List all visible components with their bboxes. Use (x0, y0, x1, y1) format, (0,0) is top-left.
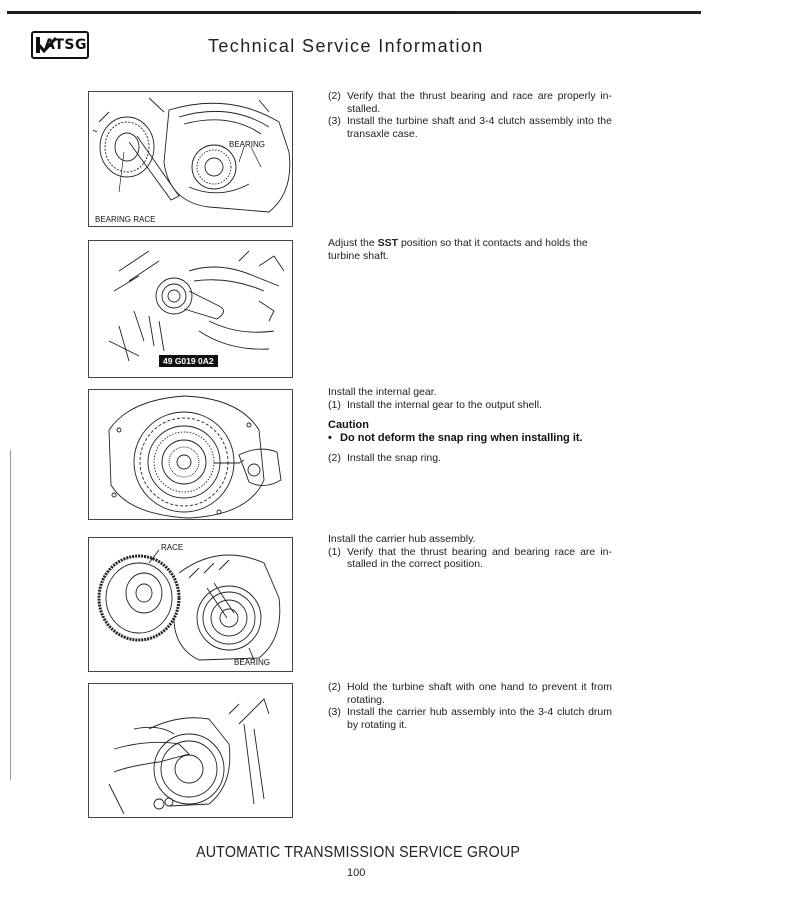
step-number: (3) (328, 706, 341, 718)
sst-text-post: position so that it contacts and holds the turbine shaft. (328, 237, 588, 262)
figure-internal-gear (88, 389, 293, 520)
step-number: (1) (328, 398, 341, 411)
sst-term: SST (377, 237, 399, 249)
step-install-carrier-hub (328, 706, 612, 731)
bearing-label: BEARING (234, 658, 271, 667)
caution-heading: Caution (328, 419, 369, 431)
figure-bearing-race (88, 91, 293, 227)
bearing-label: BEARING (229, 140, 266, 149)
instruction-block-carrier-hub-install (328, 681, 612, 731)
header-rule (7, 11, 462, 14)
figure-carrier-hub-install (88, 683, 293, 818)
section-intro: Install the carrier hub assembly. (328, 533, 476, 545)
instruction-block-turbine-shaft (328, 90, 612, 140)
step-text: Install the snap ring. (347, 452, 441, 464)
step-hold-turbine-shaft (328, 681, 612, 706)
atsg-logo (31, 31, 89, 59)
figure-carrier-hub (88, 537, 293, 672)
section-intro: Install the internal gear. (328, 386, 437, 398)
header-rule-extension (455, 11, 701, 14)
internal-gear-illustration (89, 390, 293, 520)
step-number: (2) (328, 452, 341, 464)
caution-text: Do not deform the snap ring when installing it. (340, 431, 583, 444)
step-text: Verify that the thrust bearing and race are properly in-stalled. (347, 90, 612, 115)
step-verify-bearing-race (328, 546, 612, 571)
checkmark-icon (36, 37, 40, 53)
instruction-block-internal-gear (328, 386, 612, 465)
sst-tool-number: 49 G019 0A2 (159, 355, 218, 367)
step-number: (3) (328, 115, 341, 127)
logo-text: ATSG (44, 37, 87, 53)
page-number: 100 (347, 867, 366, 879)
step-text: Install the internal gear to the output shell. (347, 398, 542, 411)
bullet-icon: • (328, 431, 332, 444)
footer-title: AUTOMATIC TRANSMISSION SERVICE GROUP (196, 844, 521, 861)
instruction-block-sst (328, 237, 612, 262)
figure-sst-position (88, 240, 293, 378)
step-text: Install the carrier hub assembly into the 3-4 clutch drum by rotating it. (347, 706, 612, 731)
sst-text-pre: Adjust the (328, 237, 378, 249)
step-number: (2) (328, 90, 341, 102)
margin-line (10, 450, 11, 780)
step-number: (1) (328, 545, 341, 558)
hand-install-illustration (89, 684, 293, 818)
step-install-turbine-shaft (328, 115, 612, 140)
step-install-internal-gear (328, 399, 612, 412)
carrier-hub-illustration (89, 538, 293, 672)
step-verify-thrust-bearing (328, 90, 612, 115)
transaxle-illustration (89, 92, 293, 227)
race-label: RACE (161, 543, 184, 552)
bearing-race-label: BEARING RACE (95, 215, 156, 224)
step-install-snap-ring (328, 452, 612, 465)
instruction-block-carrier-hub (328, 533, 612, 571)
step-text: Install the turbine shaft and 3-4 clutch assembly into the transaxle case. (347, 115, 612, 140)
page-title: Technical Service Information (208, 36, 484, 56)
step-number: (2) (328, 681, 341, 693)
step-text: Verify that the thrust bearing and bearing race are in-stalled in the correct position. (347, 545, 612, 570)
step-text: Hold the turbine shaft with one hand to prevent it from rotating. (347, 681, 612, 706)
caution-item (328, 432, 612, 445)
